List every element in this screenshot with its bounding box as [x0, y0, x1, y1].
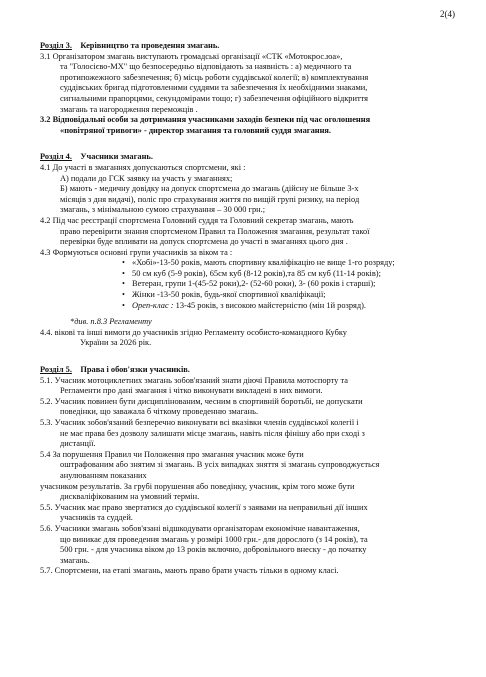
paragraph-5-2	[40, 397, 466, 418]
text-line: анулюванням показаних	[60, 470, 147, 480]
text-line: оштрафованим або знятим зі змагань. В усіх випадках зняття зі змагань супроводжується	[60, 460, 380, 470]
text-line: 5.3. Учасник зобов'язаний безперечно виконувати всі вказівки членів суддівської колегії і	[40, 418, 359, 427]
text-line: місяців з дня видачі), поліс про страхування життя по вищій групі ризику, на період	[60, 194, 360, 204]
text-line: 4.4. вікові та інші вимоги до учасників згідно Регламенту особисто-командного Кубку	[40, 327, 347, 337]
regulation-note: *див. п.8.3 Регламенту	[70, 317, 152, 327]
section-4-number: Розділ 4.	[40, 152, 72, 162]
paragraph-5-6	[40, 524, 466, 566]
section-4-heading	[40, 152, 466, 163]
paragraph-5-1	[40, 376, 466, 397]
text-line: 4.2 Під час реєстрації спортсмена Головний суддя та Головний секретар змагань, мають	[40, 215, 354, 225]
paragraph-4-1: 4.1 До участі в змаганнях допускаються спортсмени, які :	[40, 162, 246, 172]
text-line: 3.2 Відповідальні особи за дотримання учасниками заходів безпеки під час оголошення	[40, 115, 371, 125]
list-item: • Жінки -13-50 років, будь-якої спортивної кваліфікації;	[40, 290, 466, 301]
text-line: суддівських бригад підготовленими суддями та забезпечення їх необхідними знаками,	[60, 83, 368, 93]
paragraph-5-7: 5.7. Спортсмени, на етапі змагань, мають право брати участь тільки в одному класі.	[40, 566, 339, 576]
text-line: 5.5. Учасник має право звертатися до суддівської колегії з заявами на неправильні дії інших	[40, 502, 368, 512]
text-line: поведінки, що заважала б чіткому проведенню змагань.	[60, 407, 259, 417]
age-groups-list	[40, 258, 466, 311]
text-line: 3.1 Організатором змагань виступають громадські організації «СТК «Мотокрос.юа»,	[40, 51, 343, 61]
text-line: «повітряної тривоги» - директор змагання та головний суддя змагання.	[60, 125, 332, 135]
text-line: Регламенти про дані змагання і чітко виконувати викладені в них вимоги.	[60, 386, 323, 396]
text-line: 5.4 За порушення Правил чи Положення про змагання учасник може бути	[40, 449, 304, 459]
text-line: 5.2. Учасник повинен бути дисциплінованим, чесним в спортивній боротьбі, не допускати	[40, 396, 363, 406]
text-line: 500 грн. - для учасника віком до 13 років включно, добровільного внеску - до початку	[60, 545, 367, 555]
paragraph-4-4	[40, 328, 466, 349]
text-line: змагань та нагородження переможців .	[60, 104, 198, 114]
text-line: не має права без дозволу залишати місце змагань, навіть після фінішу або при сході з	[60, 428, 365, 438]
section-5-number: Розділ 5.	[40, 365, 72, 375]
list-item: • «Хобі»-13-50 років, мають спортивну кваліфікацію не вище 1-го розряду;	[40, 258, 466, 269]
paragraph-5-4	[40, 450, 466, 503]
document-body	[40, 41, 466, 577]
paragraph-3-1	[40, 52, 466, 116]
text-line: дискваліфікованим на умовний термін.	[60, 492, 200, 502]
section-3-heading	[40, 41, 466, 52]
paragraph-5-5	[40, 503, 466, 524]
text-line: учасником результатів. За грубі порушення або поведінку, учасник, крім того може бути	[40, 481, 355, 491]
list-item: • 50 см куб (5-9 років), 65см куб (8-12 років),та 85 см куб (11-14 років);	[40, 269, 466, 280]
text-line: протипожежного забезпечення; б) місць роботи суддівської колегії; в) комплектування	[60, 72, 369, 82]
text-line: змагань.	[60, 555, 90, 565]
text-line: дистанції.	[60, 439, 96, 449]
section-4-title: Учасники змагань.	[80, 152, 153, 162]
section-3-number: Розділ 3.	[40, 41, 72, 50]
text-line: сигнальними прапорцями, секундомірами тощо; г) забезпечення офіційного відкриття	[60, 93, 369, 103]
text-line: Б) мають - медичну довідку на допуск спортсмена до змагань (дійсну не більше 3-х	[60, 184, 359, 194]
text-line: перевірки буде впливати на допуск спортсмена до участі в змаганнях цього дня .	[60, 237, 348, 247]
text-line: учасників та суддей.	[60, 513, 133, 523]
page-number: 2(4)	[440, 9, 455, 19]
text-line: України за 2026 рік.	[80, 338, 152, 348]
section-3-title: Керівництво та проведення змагань.	[80, 41, 220, 50]
text-line: та "Голосієво-МХ" що безпосередньо відповідають за наявність : а) медичного та	[60, 62, 352, 72]
text-line: 5.1. Учасник мотоциклетних змагань зобов'язаний знати діючі Правила мотоспорту та	[40, 375, 348, 385]
paragraph-4-2	[40, 216, 466, 248]
text-line: змагань, з мінімальною сумою страхування – 30 000 грн.;	[60, 205, 266, 215]
text-line: право перевірити знання спортсменом Правил та Положення змагання, результат такої	[60, 226, 370, 236]
open-class-label: Open-клас :	[132, 300, 174, 310]
paragraph-4-3: 4.3 Формуються основні групи учасників за віком та :	[40, 247, 233, 257]
open-class-text: 13-45 років, з високою майстерністю (мін 1й розряд).	[173, 300, 367, 310]
text-line: що виникає для проведення змагань у розмірі 1000 грн.- для дорослого (з 14 років), та	[60, 534, 368, 544]
list-item: • Ветеран, групи 1-(45-52 роки),2- (52-60 роки), 3- (60 років і старші);	[40, 279, 466, 290]
paragraph-5-3	[40, 418, 466, 450]
text-line: 5.6. Учасники змагань зобов'язані відшкодувати організаторам економічне навантаження,	[40, 523, 360, 533]
section-5-title: Права і обов'язки учасників.	[80, 365, 190, 375]
paragraph-3-2	[40, 115, 466, 136]
paragraph-4-1-a: А) подали до ГСК заявку на участь у змаганнях;	[60, 173, 233, 183]
paragraph-4-1-b	[40, 184, 466, 216]
section-5-heading	[40, 365, 466, 376]
list-item	[40, 301, 466, 312]
